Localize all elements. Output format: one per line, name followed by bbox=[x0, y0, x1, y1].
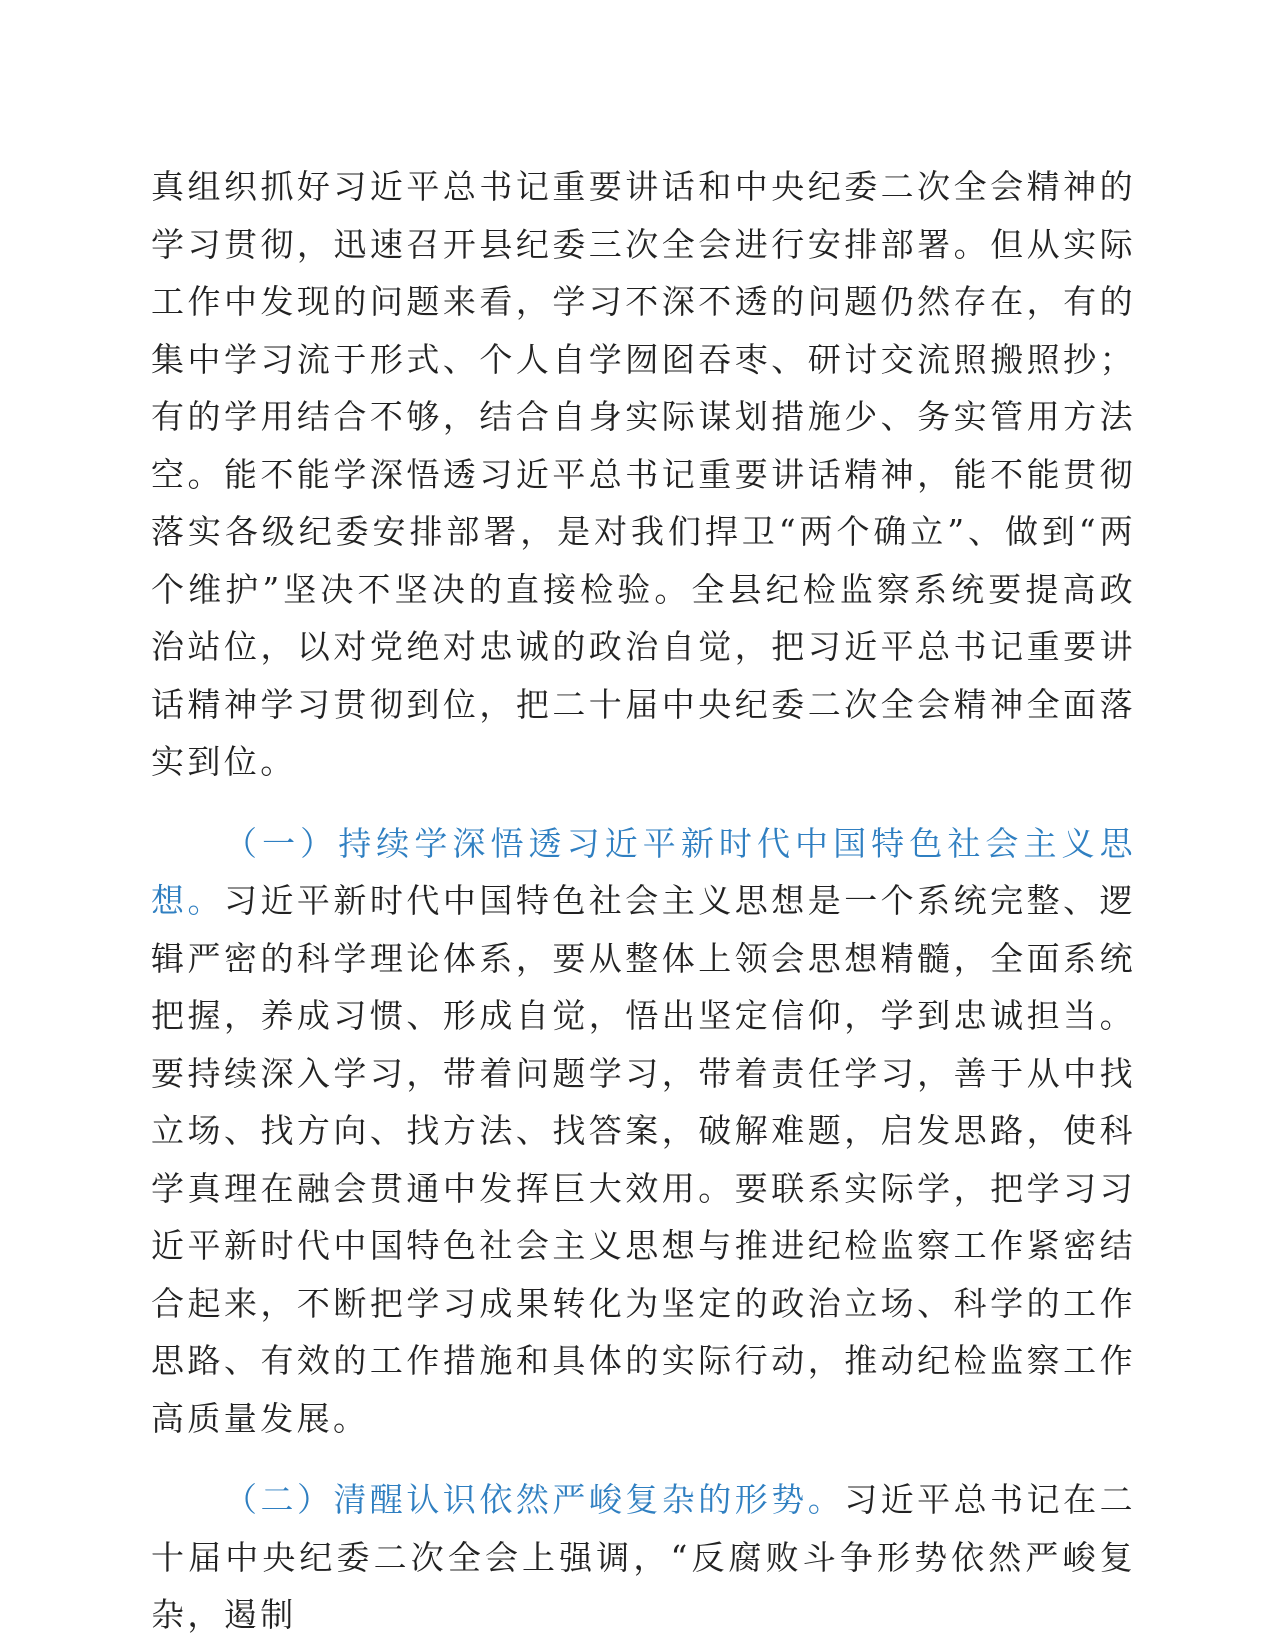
paragraph-section-1 bbox=[151, 815, 1136, 1448]
document-body bbox=[151, 158, 1136, 1644]
paragraph-intro bbox=[151, 158, 1136, 791]
paragraph-section-2 bbox=[151, 1471, 1136, 1644]
section-1-heading: （一）持续学深悟透习近平新时代中国特色社会主义思想。 bbox=[151, 823, 1136, 920]
paragraph-gap bbox=[151, 1447, 1136, 1471]
section-1-text: 习近平新时代中国特色社会主义思想是一个系统完整、逻辑严密的科学理论体系，要从整体上领会思想精髓，全面系统把握，养成习惯、形成自觉，悟出坚定信仰，学到忠诚担当。要持续深入学习，带着问题学习，带着责任学习，善于从中找立场、找方向、找方法、找答案，破解难题，启发思路，使科学真理在融会贯通中发挥巨大效用。要联系实际学，把学习习近平新时代中国特色社会主义思想与推进纪检监察工作紧密结合起来，不断把学习成果转化为坚定的政治立场、科学的工作思路、有效的工作措施和具体的实际行动，推动纪检监察工作高质量发展。 bbox=[151, 881, 1136, 1438]
section-2-heading: （二）清醒认识依然严峻复杂的形势。 bbox=[224, 1480, 845, 1519]
paragraph-gap bbox=[151, 791, 1136, 815]
paragraph-intro-text: 真组织抓好习近平总书记重要讲话和中央纪委二次全会精神的学习贯彻，迅速召开县纪委三次全会进行安排部署。但从实际工作中发现的问题来看，学习不深不透的问题仍然存在，有的集中学习流于形式、个人自学囫囵吞枣、研讨交流照搬照抄；有的学用结合不够，结合自身实际谋划措施少、务实管用方法空。能不能学深悟透习近平总书记重要讲话精神，能不能贯彻落实各级纪委安排部署，是对我们捍卫“两个确立”、做到“两个维护”坚决不坚决的直接检验。全县纪检监察系统要提高政治站位，以对党绝对忠诚的政治自觉，把习近平总书记重要讲话精神学习贯彻到位，把二十届中央纪委二次全会精神全面落实到位。 bbox=[151, 167, 1136, 781]
section-2-text: 习近平总书记在二十届中央纪委二次全会上强调，“反腐败斗争形势依然严峻复杂，遏制 bbox=[151, 1480, 1136, 1634]
